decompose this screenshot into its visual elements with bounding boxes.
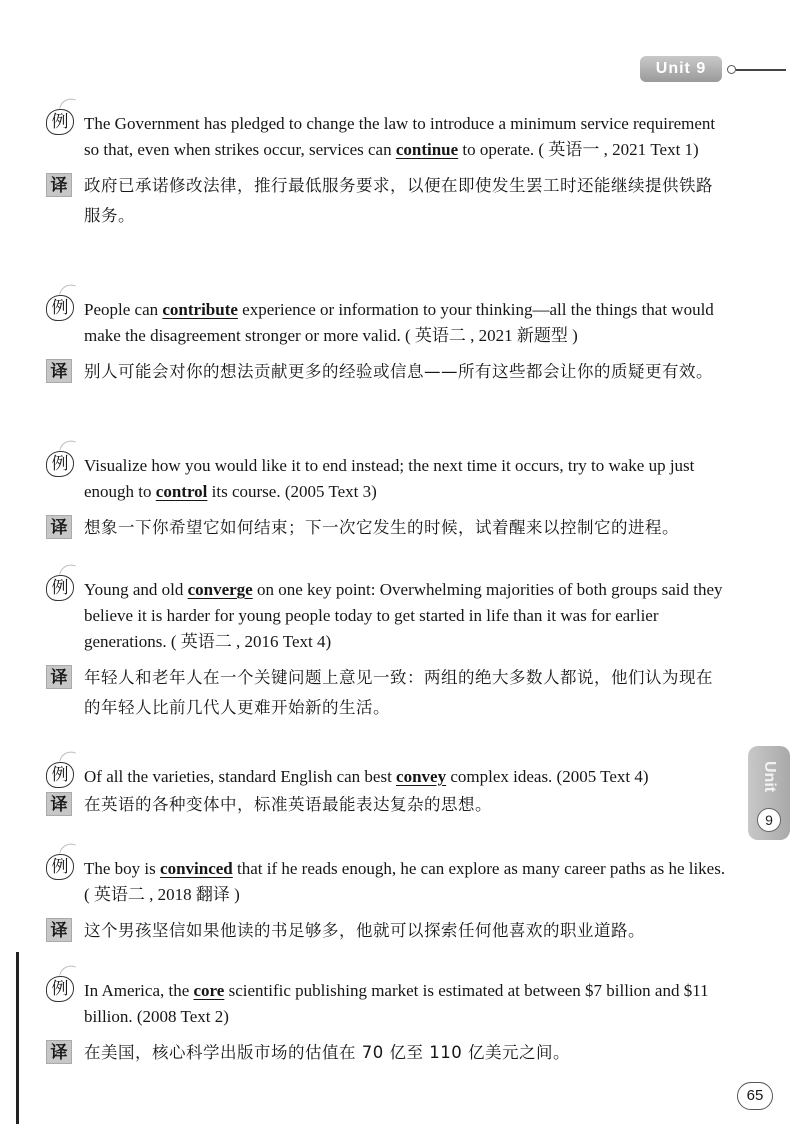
example-sentence: The Government has pledged to change the law to introduce a minimum service requirement so that, even when strikes occur, services can continue to operate. ( 英语一 , 2021 Text 1) bbox=[84, 114, 716, 159]
translation-text: 年轻人和老年人在一个关键问题上意见一致：两组的绝大多数人都说，他们认为现在的年轻人比前几代人更难开始新的生活。 bbox=[84, 668, 713, 717]
example-sentence: People can contribute experience or information to your thinking—all the things that would make the disagreement stronger or more valid. ( 英语二 , 2021 新题型 ) bbox=[84, 300, 714, 345]
translation-text: 在英语的各种变体中，标准英语最能表达复杂的思想。 bbox=[84, 795, 492, 814]
keyword: convey bbox=[396, 767, 447, 786]
example-entry bbox=[46, 764, 726, 820]
translation-marker-icon: 译 bbox=[46, 918, 72, 942]
example-marker-icon: 例 bbox=[46, 976, 74, 1002]
example-marker-icon: 例 bbox=[46, 762, 74, 788]
keyword: control bbox=[155, 482, 208, 501]
translation-marker-icon: 译 bbox=[46, 792, 72, 816]
translation-text: 想象一下你希望它如何结束；下一次它发生的时候，试着醒来以控制它的进程。 bbox=[84, 518, 679, 537]
unit-header-tab: Unit 9 bbox=[640, 56, 722, 82]
header-dot-icon bbox=[727, 65, 736, 74]
translation-marker-icon: 译 bbox=[46, 1040, 72, 1064]
example-sentence: Young and old converge on one key point: Overwhelming majorities of both groups said they believe it is harder for young people today to get started in life than it was for earlier generations. ( 英语二 , 2016 Text 4) bbox=[84, 580, 723, 651]
example-entry bbox=[46, 297, 726, 387]
example-sentence: Visualize how you would like it to end instead; the next time it occurs, try to wake up just enough to control its course. (2005 Text 3) bbox=[84, 456, 695, 501]
example-marker-icon: 例 bbox=[46, 109, 74, 135]
translation-marker-icon: 译 bbox=[46, 359, 72, 383]
example-marker-icon: 例 bbox=[46, 575, 74, 601]
side-tab-label: Unit bbox=[761, 761, 778, 793]
translation-text: 这个男孩坚信如果他读的书足够多，他就可以探索任何他喜欢的职业道路。 bbox=[84, 921, 645, 940]
example-marker-icon: 例 bbox=[46, 854, 74, 880]
translation-marker-icon: 译 bbox=[46, 173, 72, 197]
example-entry bbox=[46, 856, 726, 946]
header-rule bbox=[736, 69, 786, 71]
example-marker-icon: 例 bbox=[46, 295, 74, 321]
example-entry bbox=[46, 453, 726, 543]
page-number: 65 bbox=[737, 1082, 773, 1110]
side-tab-number: 9 bbox=[757, 808, 781, 832]
keyword: continue bbox=[395, 140, 459, 159]
example-sentence: The boy is convinced that if he reads enough, he can explore as many career paths as he likes. ( 英语二 , 2018 翻译 ) bbox=[84, 859, 726, 904]
example-sentence: Of all the varieties, standard English can best convey complex ideas. (2005 Text 4) bbox=[84, 767, 649, 786]
example-marker-icon: 例 bbox=[46, 451, 74, 477]
keyword: core bbox=[193, 981, 225, 1000]
keyword: convinced bbox=[160, 859, 233, 878]
translation-text: 在美国，核心科学出版市场的估值在 70 亿至 110 亿美元之间。 bbox=[84, 1043, 570, 1062]
example-entry bbox=[46, 111, 726, 231]
translation-marker-icon: 译 bbox=[46, 665, 72, 689]
translation-marker-icon: 译 bbox=[46, 515, 72, 539]
left-margin-bar bbox=[16, 952, 19, 1124]
translation-text: 别人可能会对你的想法贡献更多的经验或信息——所有这些都会让你的质疑更有效。 bbox=[84, 362, 713, 381]
example-sentence: In America, the core scientific publishing market is estimated at between $7 billion and $11 billion. (2008 Text 2) bbox=[84, 981, 709, 1026]
example-entry bbox=[46, 577, 726, 723]
side-unit-tab bbox=[748, 746, 790, 840]
keyword: contribute bbox=[162, 300, 238, 319]
example-entry bbox=[46, 978, 726, 1068]
keyword: converge bbox=[187, 580, 253, 599]
translation-text: 政府已承诺修改法律，推行最低服务要求，以便在即使发生罢工时还能继续提供铁路服务。 bbox=[84, 176, 713, 225]
